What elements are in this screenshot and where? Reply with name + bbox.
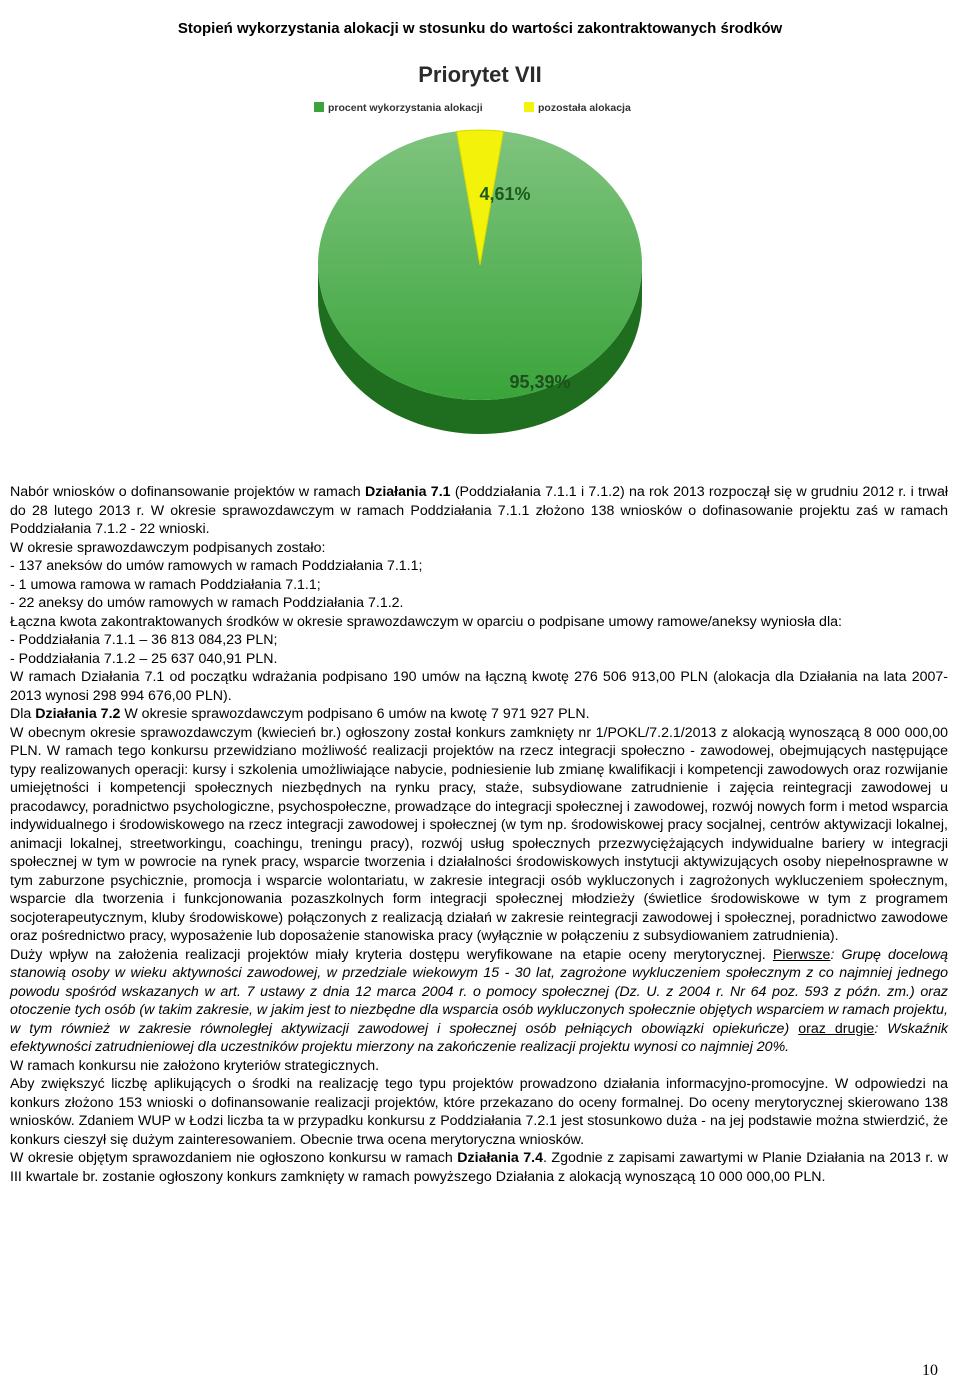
text-run-italic: : Wskaźnik efektywności zatrudnieniowej dla uczestników projektu mierzony na zakończenie realizacji projektu wynosi co najmniej 20%. bbox=[10, 1020, 948, 1055]
legend-swatch-used bbox=[314, 102, 324, 112]
paragraph-8: W ramach konkursu nie założono kryteriów strategicznych. bbox=[10, 1057, 380, 1074]
text-run: (Poddziałania 7.1.1 i 7.1.2) na rok 2013 rozpoczął się w grudniu 2012 r. i trwał do 28 lutego 2013 r. W okresie sprawozdawczym w ramach Poddziałania 7.1.1 złożono 138 wniosków o dofinasowanie projektu zaś w ramach Poddziałania 7.1.2 - 22 wnioski. bbox=[10, 484, 948, 537]
paragraph-4: W ramach Działania 7.1 od początku wdrażania podpisano 190 umów na łączną kwotę 276 506 913,00 PLN (alokacja dla Działania na lata 2007-2013 wynosi 298 994 676,00 PLN). bbox=[10, 669, 948, 704]
text-run-italic: : Grupę docelową stanowią osoby w wieku aktywności zawodowej, w przedziale wiekowym 15 - 30 lat, zagrożone wykluczeniem społecznym z co najmniej jednego powodu spośród wskazanych w art. 7 ustawy z dnia 12 marca 2004 r. o pomocy społecznej (Dz. U. z 2004 r. Nr 64 poz. 593 z późn. zm.) oraz otoczenie tych osób (w takim zakresie, w jakim jest to niezbędne dla wsparcia osób wykluczonych społecznie objętych wsparciem w ramach projektu, w tym również w zakresie równoległej aktywizacji zawodowej i społecznej osób pełniących obowiązki opiekuńcze) bbox=[10, 946, 948, 1037]
slice-label-remaining: 4,61% bbox=[479, 184, 531, 204]
text-run-bold: Działania 7.2 bbox=[35, 706, 121, 722]
paragraph-1 bbox=[10, 483, 948, 539]
page-title: Stopień wykorzystania alokacji w stosunku do wartości zakontraktowanych środków bbox=[177, 20, 783, 37]
paragraph-7 bbox=[10, 946, 948, 1057]
paragraph-10 bbox=[10, 1149, 948, 1186]
paragraph-5 bbox=[10, 705, 948, 724]
list-item: - 1 umowa ramowa w ramach Poddziałania 7.1.1; bbox=[10, 576, 321, 593]
text-run: W okresie sprawozdawczym podpisano 6 umów na kwotę 7 971 927 PLN. bbox=[120, 706, 590, 722]
document-body bbox=[10, 483, 948, 1186]
text-run: Nabór wniosków o dofinansowanie projektów w ramach bbox=[10, 484, 365, 500]
text-run-underline: oraz drugie bbox=[798, 1020, 875, 1037]
text-run-bold: Działania 7.1 bbox=[365, 484, 451, 500]
legend-swatch-remaining bbox=[524, 102, 534, 112]
pie-chart bbox=[300, 50, 660, 460]
text-run: Duży wpływ na założenia realizacji projektów miały kryteria dostępu weryfikowane na etapie oceny merytorycznej. bbox=[10, 946, 773, 963]
text-run: . Zgodnie z zapisami zawartymi w Planie Działania na 2013 r. w III kwartale br. zostanie ogłoszony konkurs zamknięty w ramach powyższego Działania z alokacją wynoszącą 10 000 000,00 PLN. bbox=[10, 1150, 948, 1185]
pie-chart-svg bbox=[300, 50, 660, 460]
paragraph-2: W okresie sprawozdawczym podpisanych zostało: bbox=[10, 539, 326, 556]
list-item: - Poddziałania 7.1.2 – 25 637 040,91 PLN. bbox=[10, 650, 278, 667]
paragraph-6: W obecnym okresie sprawozdawczym (kwiecień br.) ogłoszony został konkurs zamknięty nr 1/POKL/7.2.1/2013 z alokacją wynoszącą 8 000 000,00 PLN. W ramach tego konkursu przewidziano możliwość realizacji projektów na rzecz integracji społeczno - zawodowej, obejmujących następujące typy realizowanych operacji: kursy i szkolenia umożliwiające nabycie, podniesienie lub zmianę kwalifikacji i kompetencji zawodowych oraz rozwijanie umiejętności i kompetencji społecznych niezbędnych na rynku pracy, staże, subsydiowane zatrudnienie i zajęcia reintegracji zawodowej u pracodawcy, poradnictwo psychologiczne, psychospołeczne, prowadzące do integracji społecznej i zawodowej, rozwój nowych form i metod wsparcia indywidualnego i środowiskowego na rzecz integracji zawodowej i społecznej (w tym np. środowiskowej pracy socjalnej, centrów aktywizacji lokalnej, animacji lokalnej, streetworkingu, coachingu, treningu pracy), rozwój usług społecznych przezwyciężających indywidualne bariery w integracji społecznej w tym w powrocie na rynek pracy, wsparcie tworzenia i działalności środowiskowych instytucji aktywizujących osoby niepełnosprawne w tym zaburzone psychicznie, promocja i wsparcie wolontariatu, w zakresie integracji osób wykluczonych i zagrożonych wykluczeniem społecznym, wsparcie dla tworzenia i funkcjonowania pozaszkolnych form integracji społecznej młodzieży (świetlice środowiskowe w tym z programem socjoterapeutycznym, kluby środowiskowe) połączonych z realizacją działań w zakresie reintegracji zawodowej i społecznej, poradnictwo zawodowe oraz pośrednictwo pracy, wyposażenie lub doposażenie stanowiska pracy (wyłącznie w połączeniu z subsydiowaniem zatrudnienia). bbox=[10, 724, 948, 944]
slice-label-used: 95,39% bbox=[509, 372, 571, 392]
list-item: - 22 aneksy do umów ramowych w ramach Poddziałania 7.1.2. bbox=[10, 595, 404, 611]
text-run-bold: Działania 7.4 bbox=[457, 1150, 543, 1166]
chart-title: Priorytet VII bbox=[418, 62, 542, 87]
text-run: Dla bbox=[10, 706, 36, 722]
list-item: - 137 aneksów do umów ramowych w ramach Poddziałania 7.1.1; bbox=[10, 558, 423, 574]
text-run: W okresie objętym sprawozdaniem nie ogłoszono konkursu w ramach bbox=[10, 1150, 458, 1166]
text-run-underline: Pierwsze bbox=[772, 946, 831, 963]
list-item: - Poddziałania 7.1.1 – 36 813 084,23 PLN; bbox=[10, 632, 278, 648]
page-number: 10 bbox=[922, 1362, 938, 1379]
paragraph-3: Łączna kwota zakontraktowanych środków w okresie sprawozdawczym w oparciu o podpisane umowy ramowe/aneksy wyniosła dla: bbox=[10, 613, 842, 630]
paragraph-9: Aby zwiększyć liczbę aplikujących o środki na realizację tego typu projektów prowadzono działania informacyjno-promocyjne. W odpowiedzi na konkurs złożono 153 wnioski o dofinansowanie realizacji projektów, które przekazano do oceny formalnej. Do oceny merytorycznej skierowano 138 wniosków. Zdaniem WUP w Łodzi liczba ta w przypadku konkursu z Poddziałania 7.2.1 jest stosunkowo duża - na jej podstawie można stwierdzić, że konkurs cieszył się dużym zainteresowaniem. Obecnie trwa ocena merytoryczna wniosków. bbox=[10, 1076, 948, 1148]
legend-label-used: procent wykorzystania alokacji bbox=[328, 102, 483, 114]
legend-label-remaining: pozostała alokacja bbox=[538, 102, 631, 114]
